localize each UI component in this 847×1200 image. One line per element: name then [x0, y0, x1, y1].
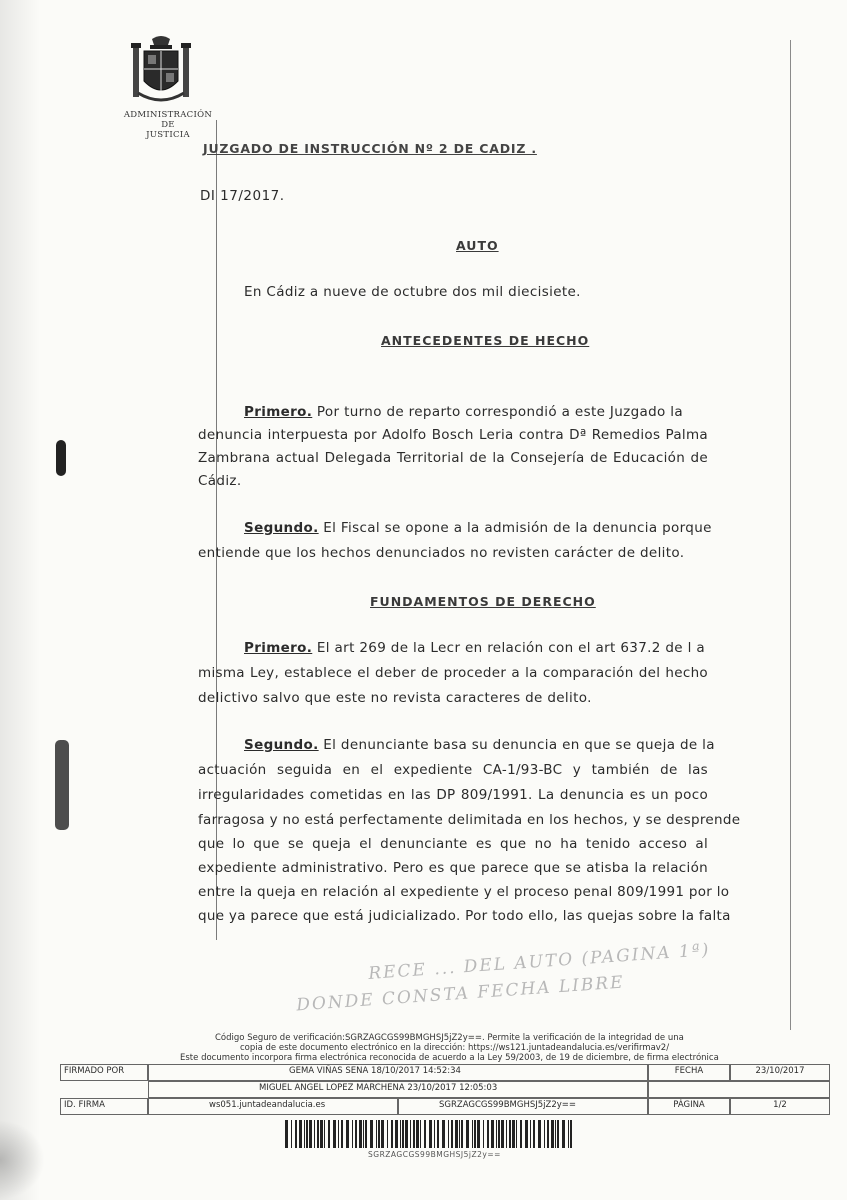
id-firma-code: SGRZAGCGS99BMGHSJ5jZ2y==: [398, 1098, 648, 1115]
scan-edge-shadow: [0, 0, 40, 1200]
fecha-spacer: [648, 1081, 830, 1098]
pagina-value: 1/2: [730, 1098, 830, 1115]
barcode-bar: [506, 1120, 507, 1148]
barcode-bar: [400, 1120, 401, 1148]
barcode-bar: [395, 1120, 398, 1148]
paragraph-line: actuación seguida en el expediente CA-1/93-BC y también de las: [198, 762, 708, 778]
barcode-bar: [346, 1120, 349, 1148]
barcode-bar: [547, 1120, 549, 1148]
barcode-bar: [402, 1120, 404, 1148]
paragraph-line: Primero. El art 269 de la Lecr en relación con el art 637.2 de l a: [244, 640, 705, 656]
barcode-bar: [512, 1120, 515, 1148]
barcode-bar: [359, 1120, 362, 1148]
fecha-value: 23/10/2017: [730, 1064, 830, 1081]
firmado-por-label: FIRMADO POR: [60, 1064, 148, 1081]
document-title: AUTO: [456, 238, 499, 253]
barcode-bar: [533, 1120, 535, 1148]
punch-hole-mark: [55, 740, 69, 830]
barcode-bar: [320, 1120, 323, 1148]
barcode-bar: [317, 1120, 319, 1148]
paragraph-line: que ya parece que está judicializado. Por todo ello, las quejas sobre la falta: [198, 908, 731, 924]
barcode-bar: [306, 1120, 308, 1148]
court-name: JUZGADO DE INSTRUCCIÓN Nº 2 DE CADIZ .: [203, 141, 537, 156]
barcode-bar: [391, 1120, 393, 1148]
barcode-bar: [285, 1120, 288, 1148]
barcode-bar: [448, 1120, 449, 1148]
barcode-bar: [314, 1120, 315, 1148]
barcode-bar: [352, 1120, 353, 1148]
barcode-bar: [487, 1120, 489, 1148]
coat-of-arms-icon: [130, 33, 192, 111]
barcode-bar: [437, 1120, 439, 1148]
scan-edge-dark: [0, 1120, 45, 1200]
barcode-bar: [429, 1120, 432, 1148]
barcode-bar: [520, 1120, 522, 1148]
barcode-bar: [568, 1120, 569, 1148]
barcode-bar: [477, 1120, 480, 1148]
barcode-bar: [544, 1120, 545, 1148]
barcode-bar: [410, 1120, 411, 1148]
barcode-bar: [442, 1120, 445, 1148]
barcode-bar: [474, 1120, 476, 1148]
paragraph-line: que lo que se queja el denunciante es que no ha tenido acceso al: [198, 836, 708, 852]
barcode-bar: [459, 1120, 460, 1148]
barcode-bar: [416, 1120, 419, 1148]
barcode-bar: [424, 1120, 426, 1148]
barcode-caption: SGRZAGCGS99BMGHSJ5jZ2y==: [368, 1150, 501, 1159]
paragraph-line: entre la queja en relación al expediente y el proceso penal 809/1991 por lo: [198, 884, 730, 900]
verification-note: Este documento incorpora firma electrónica reconocida de acuerdo a la Ley 59/2003, de 19 de diciembre, de firma electrónica: [180, 1053, 719, 1063]
paragraph-line: farragosa y no está perfectamente delimitada en los hechos, y se desprende: [198, 812, 741, 828]
barcode-bar: [434, 1120, 435, 1148]
barcode-bar: [461, 1120, 463, 1148]
paragraph-line: Zambrana actual Delegada Territorial de la Consejería de Educación de: [198, 450, 708, 466]
barcode-bar: [501, 1120, 504, 1148]
fundamentos-heading: FUNDAMENTOS DE DERECHO: [370, 594, 596, 609]
signer-2: MIGUEL ANGEL LOPEZ MARCHENA 23/10/2017 12:05:03: [148, 1081, 648, 1098]
paragraph-line: Primero. Por turno de reparto correspondió a este Juzgado la: [244, 404, 684, 420]
barcode-bar: [304, 1120, 305, 1148]
verification-note: Código Seguro de verificación:SGRZAGCGS99BMGHSJ5jZ2y==. Permite la verificación de la integridad de una: [215, 1033, 684, 1043]
barcode-bar: [557, 1120, 559, 1148]
barcode-bar: [538, 1120, 541, 1148]
id-firma-label: ID. FIRMA: [60, 1098, 148, 1115]
barcode-bar: [562, 1120, 565, 1148]
paragraph-line: entiende que los hechos denunciados no revisten carácter de delito.: [198, 545, 685, 561]
barcode-bar: [551, 1120, 554, 1148]
barcode-bar: [455, 1120, 458, 1148]
verification-note: copia de este documento electrónico en la dirección: https://ws121.juntadeandalucia.es/verifirmav2/: [240, 1043, 670, 1053]
barcode-bar: [355, 1120, 357, 1148]
paragraph-line: Cádiz.: [198, 473, 242, 489]
barcode-bar: [509, 1120, 511, 1148]
paragraph-line: expediente administrativo. Pero es que parece que se atisba la relación: [198, 860, 708, 876]
barcode-bar: [516, 1120, 517, 1148]
barcode-bar: [295, 1120, 297, 1148]
barcode-bar: [420, 1120, 421, 1148]
barcode-bar: [333, 1120, 336, 1148]
barcode-bar: [525, 1120, 528, 1148]
barcode-bar: [328, 1120, 330, 1148]
pagina-label: PÁGINA: [648, 1098, 730, 1115]
barcode-bar: [299, 1120, 302, 1148]
barcode-bar: [555, 1120, 556, 1148]
barcode-bar: [498, 1120, 500, 1148]
barcode-bar: [570, 1120, 572, 1148]
antecedentes-heading: ANTECEDENTES DE HECHO: [381, 333, 590, 348]
paragraph-line: Segundo. El denunciante basa su denuncia en que se queja de la: [244, 737, 715, 753]
paragraph-line: irregularidades cometidas en las DP 809/1991. La denuncia es un poco: [198, 787, 708, 803]
handwritten-note: RECE ... DEL AUTO (PAGINA 1ª): [367, 940, 712, 984]
barcode-bar: [381, 1120, 384, 1148]
barcode-bar: [466, 1120, 469, 1148]
administration-label: ADMINISTRACIÓN DE JUSTICIA: [123, 110, 213, 140]
barcode-bar: [365, 1120, 367, 1148]
barcode-bar: [338, 1120, 339, 1148]
paragraph-line: Segundo. El Fiscal se opone a la admisión de la denuncia porque: [244, 520, 712, 536]
punch-hole-mark: [56, 440, 66, 476]
barcode-bar: [405, 1120, 408, 1148]
barcode-bar: [483, 1120, 484, 1148]
paragraph-line: delictivo salvo que este no revista caracteres de delito.: [198, 690, 592, 706]
barcode-bar: [496, 1120, 497, 1148]
barcode-bar: [376, 1120, 377, 1148]
barcode-bar: [291, 1120, 292, 1148]
barcode-bar: [530, 1120, 531, 1148]
place-date: En Cádiz a nueve de octubre dos mil diecisiete.: [244, 284, 581, 300]
margin-rule: [790, 40, 791, 1030]
barcode-bar: [387, 1120, 388, 1148]
barcode-bar: [413, 1120, 415, 1148]
signature-table: [60, 1064, 830, 1116]
barcode-bar: [472, 1120, 473, 1148]
barcode-bar: [309, 1120, 312, 1148]
case-number: DI 17/2017.: [200, 188, 285, 204]
paragraph-line: denuncia interpuesta por Adolfo Bosch Leria contra Dª Remedios Palma: [198, 427, 708, 443]
barcode-bar: [363, 1120, 364, 1148]
barcode-bar: [491, 1120, 494, 1148]
paragraph-line: misma Ley, establece el deber de proceder a la comparación del hecho: [198, 665, 708, 681]
id-firma-value: ws051.juntadeandalucia.es: [148, 1098, 398, 1115]
barcode-bar: [341, 1120, 343, 1148]
barcode-bar: [451, 1120, 453, 1148]
barcode-bar: [324, 1120, 325, 1148]
barcode-bar: [370, 1120, 373, 1148]
handwritten-note: DONDE CONSTA FECHA LIBRE: [295, 972, 626, 1016]
signer-1: GEMA VIÑAS SENA 18/10/2017 14:52:34: [148, 1064, 648, 1081]
barcode-bar: [378, 1120, 380, 1148]
fecha-label: FECHA: [648, 1064, 730, 1081]
